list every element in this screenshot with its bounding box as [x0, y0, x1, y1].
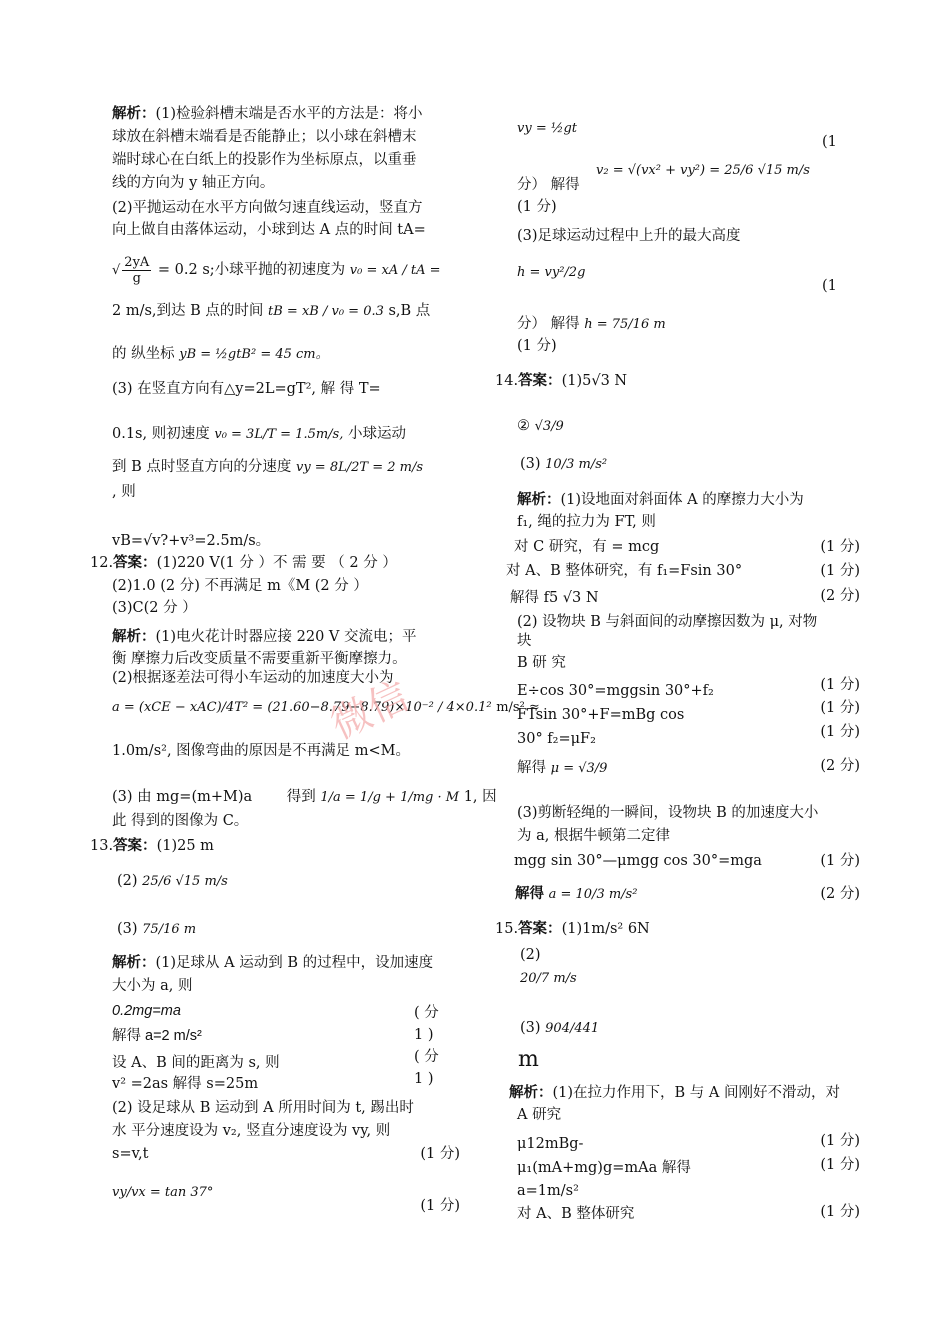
q15-answer-2: 20/7 m/s: [520, 971, 577, 986]
equation: μ12mBg-: [517, 1136, 584, 1152]
equation: 对 A、B 整体研究，有 f₁=Fsin 30°: [506, 563, 743, 579]
text-line: v² =2as 解得 s=25m: [112, 1076, 259, 1092]
score-note: 1 ): [414, 1027, 434, 1043]
sqrt-2ya-over-g: √ $\frac{2yA}{g}$: [112, 255, 150, 286]
q12-analysis-line: 解析：(1)电火花计时器应接 220 V 交流电；平: [112, 629, 417, 645]
text-line: 衡 摩擦力后改变质量不需要重新平衡摩擦力。: [112, 651, 407, 667]
equation: FTsin 30°+F=mBg cos: [517, 707, 685, 723]
score-note: (1 分): [820, 853, 860, 869]
unit-symbol: m: [518, 1047, 539, 1072]
formula-line: a = (xCE − xAC)/4T² = (21.60−8.79−8.79)×10⁻² / 4×0.1² m/s² ≈: [112, 700, 540, 715]
text-line: 分） 解得: [517, 177, 580, 193]
score-note: 1 ): [414, 1071, 434, 1087]
score-note: (2 分): [820, 886, 860, 902]
watermark: 微信: [324, 673, 416, 749]
equation: a=1m/s²: [517, 1183, 579, 1199]
q13-answer-3: (3) 75/16 m: [117, 921, 197, 937]
score-note: (2 分): [820, 758, 860, 774]
score-note: (1: [822, 134, 837, 150]
score-note: ( 分: [414, 1049, 439, 1065]
score-note: (1: [822, 278, 837, 294]
formula-line: v₂ = √(vx² + vy²) = 25/6 √15 m/s: [596, 163, 810, 178]
equation: 解得 f5 √3 N: [510, 590, 599, 606]
q15-answer-3: (3) 904/441: [520, 1020, 600, 1036]
score-note: (1 分): [420, 1198, 460, 1214]
text-line: vB=√v?+v³=2.5m/s。: [112, 533, 271, 549]
text-line: (3) 在竖直方向有△y=2L=gT², 解 得 T=: [112, 381, 381, 397]
text-line: (3)足球运动过程中上升的最大高度: [517, 228, 741, 244]
q15-analysis-line: 解析：(1)在拉力作用下，B 与 A 间刚好不滑动，对: [509, 1085, 840, 1101]
text-line: A 研究: [517, 1107, 562, 1123]
score-note: (1 分): [820, 700, 860, 716]
equation: 0.2mg=ma: [112, 1003, 181, 1019]
text-line: 线的方向为 y 轴正方向。: [112, 175, 275, 191]
q12-answer: 12.答案：(1)220 V(1 分 ）不 需 要 （ 2 分 ）: [90, 555, 397, 571]
q14-answer: 14.答案：(1)5√3 N: [495, 373, 628, 389]
formula-line: 解得 μ = √3/9: [517, 760, 608, 776]
score-note: (1 分): [820, 563, 860, 579]
text-line: 对 A、B 整体研究: [517, 1206, 635, 1222]
equation: 对 C 研究，有 = mcg: [514, 539, 660, 555]
formula-line: √ $\frac{2yA}{g}$ = 0.2 s;小球平抛的初速度为 v₀ = xA / tA =: [112, 255, 441, 286]
score-note: (2 分): [820, 588, 860, 604]
text-line: s=v,t: [112, 1146, 149, 1162]
score-note: (1 分): [820, 1157, 860, 1173]
score-note: (1 分): [820, 539, 860, 555]
q14-analysis-line: 解析：(1)设地面对斜面体 A 的摩擦力大小为: [517, 492, 804, 508]
q11-analysis-line: 解析：(1)检验斜槽末端是否水平的方法是：将小: [112, 106, 423, 122]
equation: 30° f₂=μF₂: [517, 731, 596, 747]
formula-line: (3) 由 mg=(m+M)a 得到 1/a = 1/g + 1/mg · M 1, 因: [112, 789, 497, 805]
text-line: B 研 究: [517, 655, 566, 671]
text-line: (2) 设物块 B 与斜面间的动摩擦因数为 μ, 对物: [517, 614, 818, 630]
formula-line: vy/vx = tan 37°: [112, 1185, 214, 1200]
formula-line: 2 m/s,到达 B 点的时间 tB = xB / v₀ = 0.3 s,B 点: [112, 303, 431, 319]
text-line: 向上做自由落体运动，小球到达 A 点的时间 tA=: [112, 222, 426, 238]
score-note: (1 分): [517, 199, 557, 215]
text-line: 水 平分速度设为 v₂, 竖直分速度设为 vy, 则: [112, 1123, 391, 1139]
q15-answer: 15.答案：(1)1m/s² 6N: [495, 921, 650, 937]
text-line: (2)平抛运动在水平方向做匀速直线运动，竖直方: [112, 200, 423, 216]
text-line: (2)根据逐差法可得小车运动的加速度大小为: [112, 670, 394, 686]
score-note: (1 分): [820, 1204, 860, 1220]
formula-line: vy = ½gt: [517, 121, 577, 136]
formula-line: 0.1s, 则初速度 v₀ = 3L/T = 1.5m/s, 小球运动: [112, 426, 406, 442]
q14-answer-3: (3) 10/3 m/s²: [520, 456, 608, 472]
equation: μ₁(mA+mg)g=mAa 解得: [517, 1160, 691, 1176]
text-line: 块: [517, 633, 532, 649]
formula-line: h = vy²/2g: [517, 265, 586, 280]
text-line: (3)剪断轻绳的一瞬间，设物块 B 的加速度大小: [517, 805, 819, 821]
text-line: (2) 设足球从 B 运动到 A 所用时间为 t, 踢出时: [112, 1100, 414, 1116]
text-line: 大小为 a, 则: [112, 978, 193, 994]
q14-answer-2: ② √3/9: [517, 418, 564, 434]
q13-answer: 13.答案：(1)25 m: [90, 838, 214, 854]
formula-line: 解得 a = 10/3 m/s²: [515, 886, 638, 902]
score-note: (1 分): [420, 1146, 460, 1162]
text-line: (2)1.0 (2 分) 不再满足 m《M (2 分 ）: [112, 578, 368, 594]
text-line: 1.0m/s², 图像弯曲的原因是不再满足 m<M。: [112, 743, 411, 759]
text-line: (3)C(2 分 ）: [112, 600, 197, 616]
formula-line: 分） 解得 h = 75/16 m: [517, 316, 666, 332]
formula-line: 的 纵坐标 yB = ½gtB² = 45 cm。: [112, 346, 329, 362]
score-note: ( 分: [414, 1005, 439, 1021]
score-note: (1 分): [820, 724, 860, 740]
text-line: 球放在斜槽末端看是否能静止；以小球在斜槽末: [112, 129, 417, 145]
equation: mgg sin 30°—μmgg cos 30°=mga: [514, 853, 762, 869]
score-note: (1 分): [517, 338, 557, 354]
text-line: f₁, 绳的拉力为 FT, 则: [517, 514, 656, 530]
q13-analysis-line: 解析：(1)足球从 A 运动到 B 的过程中，设加速度: [112, 955, 434, 971]
text-line: 设 A、B 间的距离为 s, 则: [112, 1055, 280, 1071]
q13-answer-2: (2) 25/6 √15 m/s: [117, 873, 228, 889]
text-line: 此 得到的图像为 C。: [112, 813, 249, 829]
text-line: 端时球心在白纸上的投影作为坐标原点，以重垂: [112, 152, 417, 168]
equation: 解得 a=2 m/s²: [112, 1028, 202, 1044]
text-line: 为 a, 根据牛顿第二定律: [517, 828, 670, 844]
score-note: (1 分): [820, 1133, 860, 1149]
equation: E÷cos 30°=mggsin 30°+f₂: [517, 683, 714, 699]
score-note: (1 分): [820, 677, 860, 693]
formula-line: 到 B 点时竖直方向的分速度 vy = 8L/2T = 2 m/s: [112, 459, 423, 475]
text-line: , 则: [112, 484, 136, 500]
q15-answer-2-label: (2): [520, 947, 541, 963]
